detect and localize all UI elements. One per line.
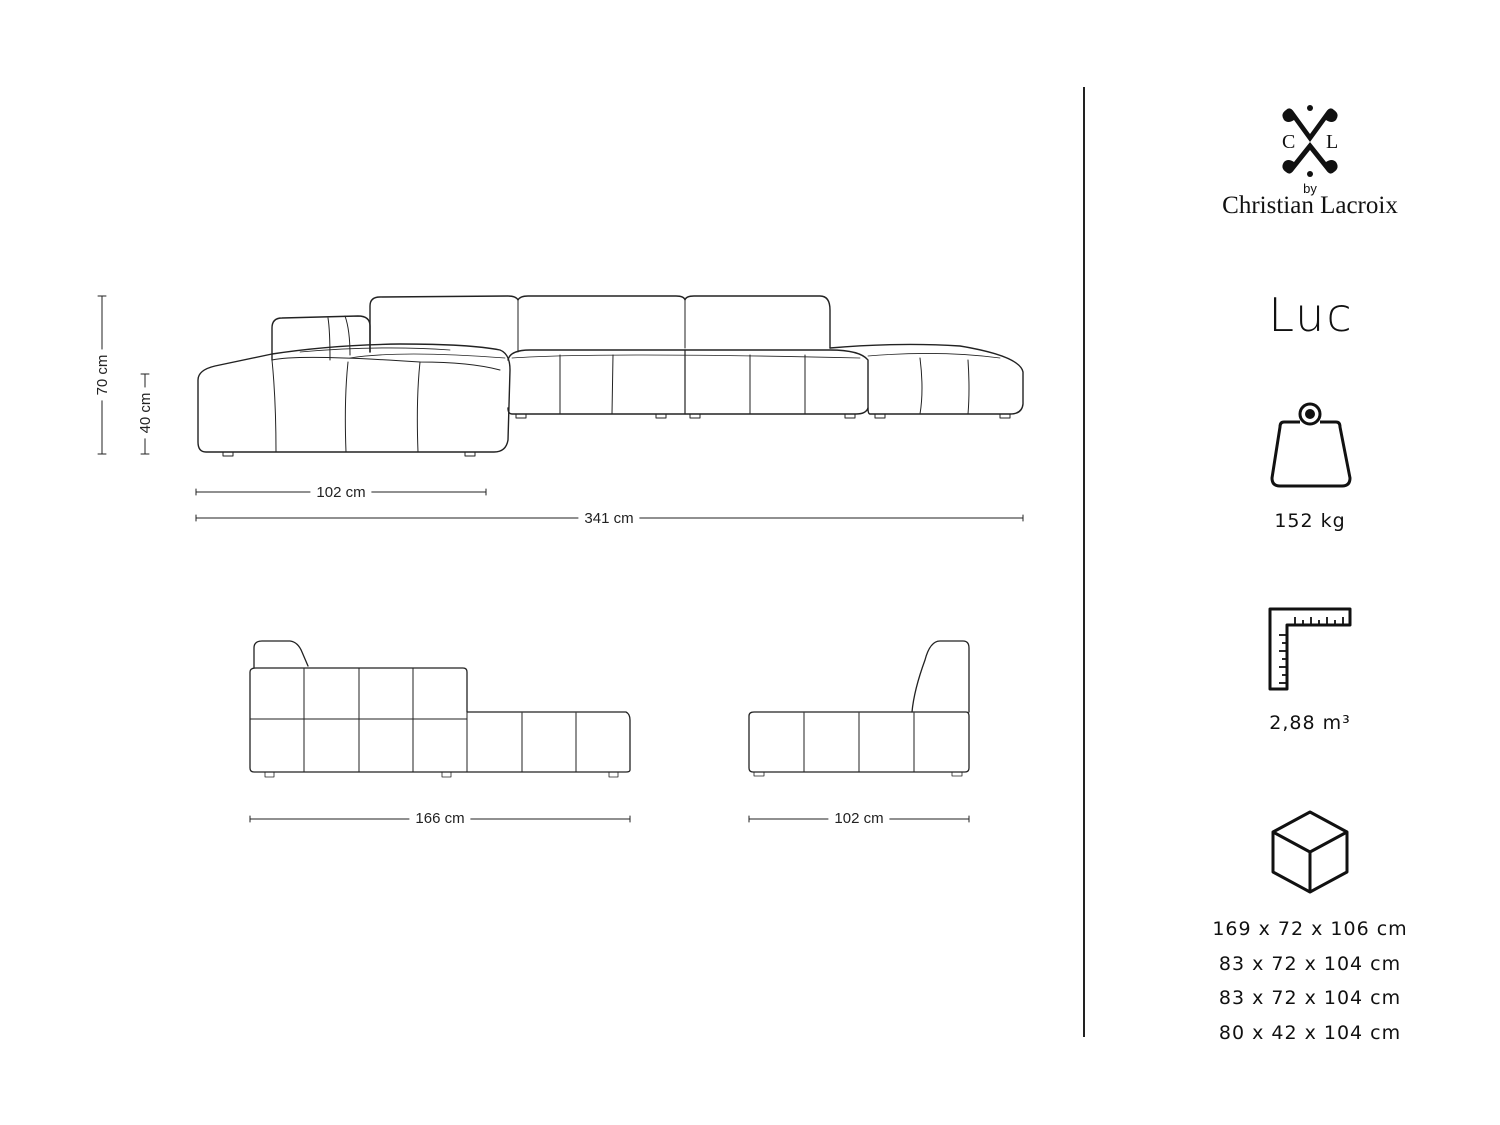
dimension-side-right-width: 102 cm xyxy=(828,810,889,828)
package-dimension: 80 x 42 x 104 cm xyxy=(1218,1021,1402,1044)
cxl-monogram-logo xyxy=(1276,104,1344,178)
package-dimension: 169 x 72 x 106 cm xyxy=(1212,918,1408,940)
front-view-drawing xyxy=(198,296,1023,456)
dimension-height-total: 70 cm xyxy=(94,350,112,401)
dimension-seat-height: 40 cm xyxy=(137,388,155,439)
ruler-corner-icon xyxy=(1268,607,1352,691)
box-cube-icon xyxy=(1270,810,1350,894)
dimension-chaise-depth: 102 cm xyxy=(310,484,371,502)
volume-value: 2,88 m³ xyxy=(1269,712,1351,734)
side-view-right-drawing xyxy=(749,641,969,822)
brand-by: by xyxy=(1303,181,1317,196)
package-dimension: 83 x 72 x 104 cm xyxy=(1218,987,1402,1010)
svg-text:C: C xyxy=(1282,131,1296,153)
product-name: Luc xyxy=(1268,288,1354,342)
dimension-side-left-width: 166 cm xyxy=(409,810,470,828)
weight-icon xyxy=(1270,400,1352,490)
package-dimensions-list xyxy=(1212,912,1407,1050)
side-view-left-drawing xyxy=(250,641,630,822)
package-dimension: 83 x 72 x 104 cm xyxy=(1218,952,1402,975)
svg-text:L: L xyxy=(1326,131,1339,153)
brand-name: Christian Lacroix xyxy=(1222,192,1398,219)
dimension-total-width: 341 cm xyxy=(578,510,639,528)
weight-value: 152 kg xyxy=(1274,510,1346,532)
vertical-divider xyxy=(1083,87,1085,1037)
